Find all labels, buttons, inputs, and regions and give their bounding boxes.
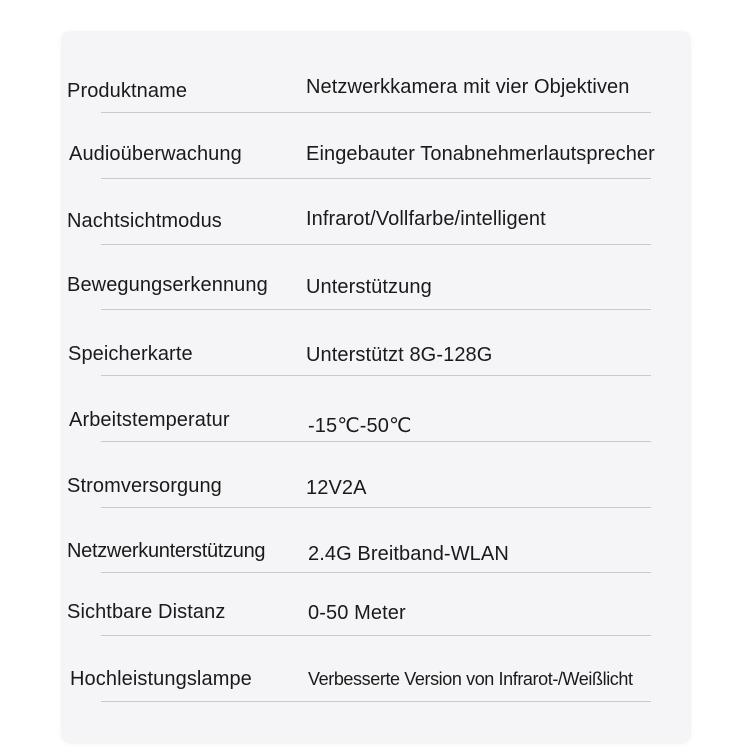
spec-row-product-name [61, 77, 691, 117]
spec-value: 0-50 Meter [308, 602, 406, 624]
spec-label: Arbeitstemperatur [69, 409, 230, 431]
spec-value: Eingebauter Tonabnehmerlautsprecher [306, 143, 655, 165]
spec-row-audio [61, 143, 691, 183]
spec-row-memory-card [61, 343, 691, 383]
spec-row-night-vision [61, 209, 691, 249]
row-divider [101, 701, 651, 702]
spec-label: Nachtsichtmodus [67, 210, 222, 232]
spec-table [61, 31, 691, 744]
spec-row-power-supply [61, 475, 691, 515]
spec-value: Verbesserte Version von Infrarot-/Weißlicht [308, 669, 633, 689]
spec-value: -15℃-50℃ [308, 415, 412, 437]
spec-label: Bewegungserkennung [67, 274, 268, 296]
row-divider [101, 441, 651, 442]
spec-value: Netzwerkkamera mit vier Objektiven [306, 76, 630, 98]
row-divider [101, 507, 651, 508]
row-divider [101, 112, 651, 113]
row-divider [101, 309, 651, 310]
spec-value: Infrarot/Vollfarbe/intelligent [306, 208, 546, 230]
spec-value: 12V2A [306, 477, 367, 499]
spec-value: Unterstützung [306, 276, 432, 298]
spec-label: Stromversorgung [67, 475, 222, 497]
spec-value: Unterstützt 8G-128G [306, 344, 493, 366]
spec-label: Produktname [67, 80, 188, 102]
spec-label: Audioüberwachung [69, 143, 242, 165]
spec-label: Hochleistungslampe [70, 668, 252, 690]
spec-row-temperature [61, 409, 691, 449]
row-divider [101, 635, 651, 636]
row-divider [101, 244, 651, 245]
spec-label: Sichtbare Distanz [67, 601, 226, 623]
spec-value: 2.4G Breitband-WLAN [308, 543, 509, 565]
row-divider [101, 178, 651, 179]
spec-row-high-power-lamp [61, 668, 691, 708]
row-divider [101, 572, 651, 573]
row-divider [101, 375, 651, 376]
spec-row-network [61, 540, 691, 580]
spec-label: Netzwerkunterstützung [67, 540, 266, 562]
spec-label: Speicherkarte [68, 343, 193, 365]
